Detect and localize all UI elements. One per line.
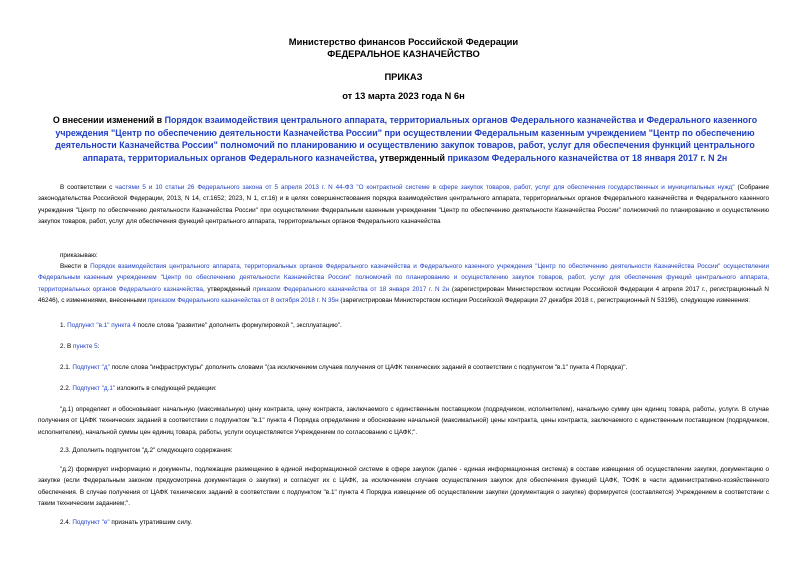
item-2-4	[38, 517, 769, 528]
document-type: ПРИКАЗ	[384, 71, 423, 82]
item-number: 2.2.	[60, 385, 73, 392]
item-number: 2.4.	[60, 519, 73, 526]
item-number: 2. В	[60, 343, 74, 350]
title-text: , утвержденный	[374, 152, 448, 163]
item-1	[38, 320, 769, 331]
procedure-link[interactable]: Порядок взаимодействия центрального аппарата, территориальных органов Федерального казначейства и Федерального казенного учреждения "Центр по обеспечению деятельности Казначейства России" осуществлении Федеральным казенным учреждением "Центр по обеспечению деятельности Казначейства России" полномочий по планированию и осуществлению закупок товаров, работ, услуг для обеспечения функций центрального аппарата, территориальных органов Федерального казначейства	[38, 263, 769, 293]
paragraph-text: Внести в	[60, 263, 91, 270]
item-text: после слова "инфраструктуры" дополнить словами "(за исключением случаев получения от ЦАФК технических заданий в соответствии с подпунктом "в.1" пункта 4 Порядка)".	[109, 364, 628, 371]
document-date-number: от 13 марта 2023 года N 6н	[342, 90, 465, 101]
title-text: О внесении изменений в	[52, 115, 165, 125]
order-2n-link[interactable]: приказом Федерального казначейства от 18 января 2017 г. N 2н	[253, 285, 450, 293]
quote-d2: "д.2) формирует информацию и документы, подлежащие размещению в единой информационной системе в сфере закупок (далее - единая информационная система) в составе извещения об осуществлении закупки, документацию о закупке (если Федеральным законом предусмотрена документация о закупке) и согласует их с ЦАФК, за исключением случаев осуществления закупок для обеспечения функций ЦАФК, ТОФК в части административно-хозяйственного обеспечения. В случае получения от ЦАФК технических заданий в соответствии с подпунктом "в.1" пункта 4 Порядка извещение об осуществлении закупки (документация о закупке) формируется (составляется) Учреждением в соответствии с таким техническим заданием;".	[38, 466, 769, 507]
point-5-link[interactable]: пункте 5	[73, 343, 98, 350]
item-2-2	[38, 383, 769, 394]
item-2-3: 2.3. Дополнить подпунктом "д.2" следующего содержания:	[60, 447, 233, 454]
quote-d1: "д.1) определяет и обосновывает начальную (максимальную) цену контракта, цену контракта, заключаемого с единственным поставщиком (подрядчиком, исполнителем), начальную сумму цен единиц товара, работы, услуги. В случае получения от ЦАФК технических заданий в соответствии с подпунктом "в.1" пункта 4 Порядка определение и обоснование начальной (максимальной) цены контракта, цены контракта, заключаемого с единственным поставщиком (подрядчиком, исполнителем), начальной суммы цен единиц товара, работы, услуги осуществляется Учреждением по согласованию с ЦАФК;".	[38, 406, 769, 436]
item-2	[38, 341, 769, 352]
procedure-link[interactable]: Порядок взаимодействия центрального аппарата, территориальных органов Федерального казначейства и Федерального казенного учреждения "Центр по обеспечению деятельности Казначейства России" при осуществлении Федеральным казенным учреждением "Центр по обеспечению деятельности Казначейства России" полномочий по планированию и осуществлению закупок товаров, работ, услуг для обеспечения функций центрального аппарата, территориальных органов Федерального казначейства	[55, 115, 758, 163]
ministry-name: Министерство финансов Российской Федерации	[288, 36, 519, 47]
federal-law-44fz-link[interactable]: частями 5 и 10 статьи 26 Федерального закона от 5 апреля 2013 г. N 44-ФЗ "О контрактной системе в сфере закупок товаров, работ, услуг для обеспечения государственных и муниципальных нужд"	[115, 184, 735, 191]
subpoint-d1-link[interactable]: Подпункт "д.1"	[72, 385, 116, 392]
paragraph-text: (Собрание законодательства Российской Федерации, 2013, N 14, ст.1652; 2023, N 1, ст.16) и в целях совершенствования порядка взаимодействия центрального аппарата, территориальных органов Федерального казначейства и Федерального казенного учреждения "Центр по обеспечению деятельности Казначейства России" при осуществлении Федеральным казенным учреждением "Центр по обеспечению деятельности Казначейства России" полномочий по планированию и осуществлению закупок товаров, работ, услуг для обеспечения функций центрального аппарата, территориальных органов Федерального казначейства	[38, 184, 770, 225]
subpoint-v1-link[interactable]: Подпункт "в.1" пункта 4	[67, 322, 136, 329]
paragraph-text: В соответствии с	[60, 184, 116, 191]
item-number: 2.1.	[60, 364, 73, 371]
document-title	[50, 114, 760, 164]
paragraph-text: (зарегистрирован Министерством юстиции Российской Федерации 4 апреля 2017 г., регистрационный N 46246), с изменениями, внесенными	[38, 285, 769, 304]
subpoint-d-link[interactable]: Подпункт "д"	[72, 364, 110, 371]
item-number: 1.	[60, 322, 68, 329]
paragraph-text: (зарегистрирован Министерством юстиции Российской Федерации 27 декабря 2018 г., регистрационный N 53196), следующие изменения:	[338, 296, 751, 304]
order-word: приказываю:	[60, 252, 98, 259]
item-2-1	[38, 362, 769, 373]
item-text: :	[97, 343, 100, 350]
item-text: изложить в следующей редакции:	[115, 385, 217, 392]
item-text: после слова "развитие" дополнить формулировкой ", эксплуатацию".	[135, 322, 342, 329]
intro-paragraph	[38, 182, 769, 227]
subpoint-e-link[interactable]: Подпункт "е"	[72, 519, 110, 526]
item-text: признать утратившим силу.	[109, 519, 192, 526]
order-35n-link[interactable]: приказом Федерального казначейства от 8 октября 2018 г. N 35н	[147, 296, 339, 304]
paragraph-text: , утвержденный	[202, 285, 254, 293]
main-paragraph	[38, 261, 769, 306]
agency-name: ФЕДЕРАЛЬНОЕ КАЗНАЧЕЙСТВО	[327, 48, 480, 59]
order-2n-link[interactable]: приказом Федерального казначейства от 18 января 2017 г. N 2н	[447, 152, 728, 163]
